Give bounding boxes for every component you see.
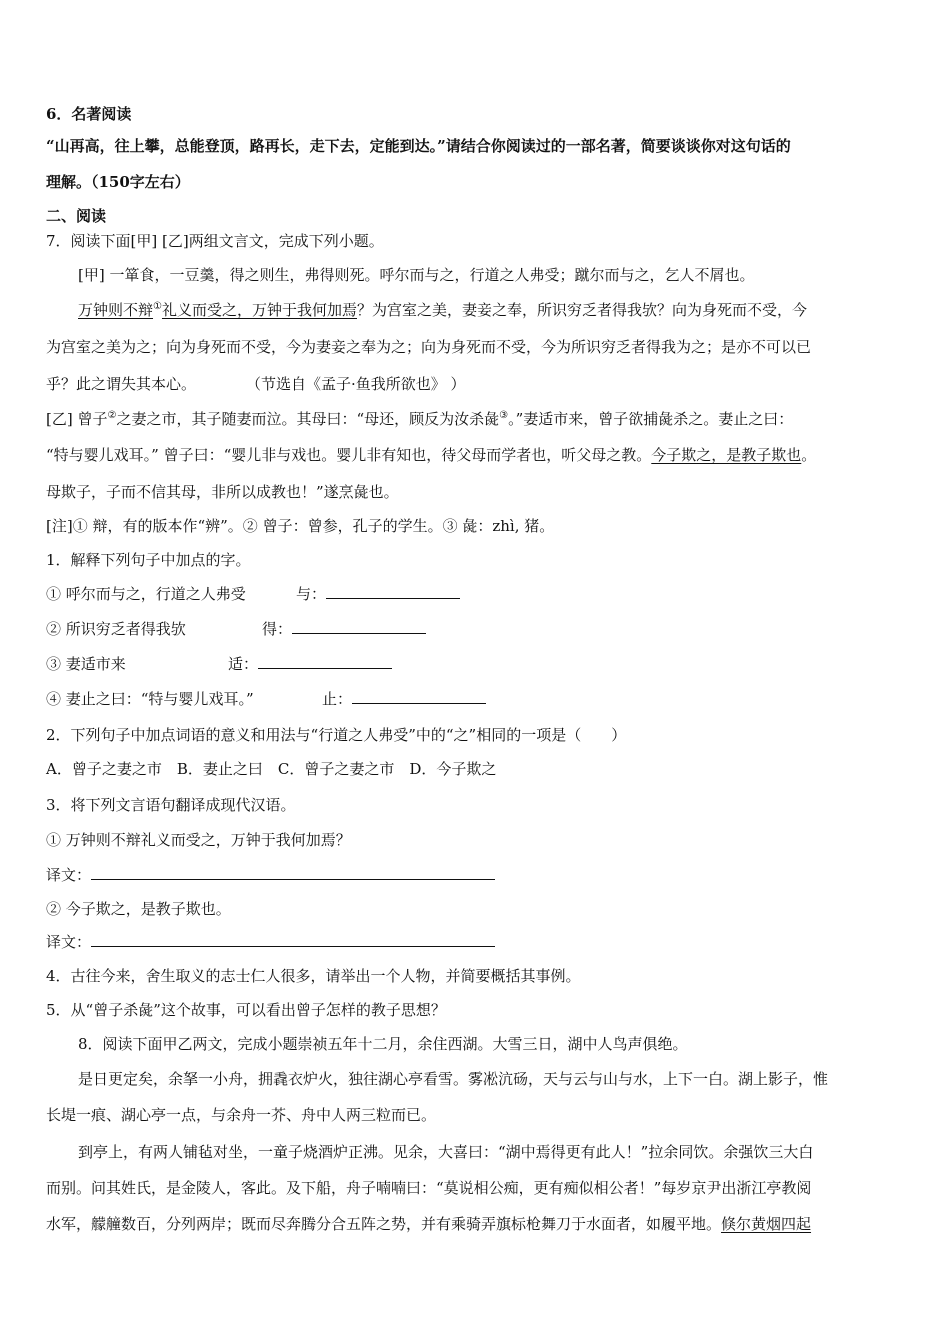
jia-line2-rest: ？为宫室之美，妻妾之奉，所识穷乏者得我欤？向为身死而不受，今 [357, 301, 808, 319]
sub3-answer-1 [46, 865, 906, 885]
q7-notes: [注]① 辩，有的版本作“辨”。② 曾子：曾参，孔子的学生。③ 彘：zhì, 猪。 [46, 517, 555, 535]
footnote-mark-1: ① [153, 301, 162, 312]
yi-line2-end: 。 [801, 446, 817, 464]
sub1-item-label: 与： [296, 585, 327, 603]
footnote-mark-2: ② [107, 410, 117, 421]
sub3-item-1: ① 万钟则不辩礼义而受之，万钟于我何加焉？ [46, 831, 351, 849]
answer-blank[interactable] [352, 689, 486, 704]
q6-prompt-line2: 理解。（150字左右） [46, 173, 190, 191]
jia-source: （节选自《孟子·鱼我所欲也》 ） [246, 375, 466, 393]
q6-heading: 6．名著阅读 [46, 105, 132, 123]
answer-line[interactable] [91, 865, 495, 880]
sub4: 4．古往今来，舍生取义的志士仁人很多，请举出一个人物，并简要概括其事例。 [46, 967, 581, 985]
q7-jia-line1: [甲] 一箪食，一豆羹，得之则生，弗得则死。呼尔而与之，行道之人弗受；蹴尔而与之，乞人不屑也。 [78, 266, 755, 284]
q8-p2-line3 [46, 1214, 906, 1234]
sub5: 5．从“曾子杀彘”这个故事，可以看出曾子怎样的教子思想？ [46, 1001, 446, 1019]
answer-label: 译文： [46, 933, 92, 951]
sub1-item-label: 适： [228, 655, 259, 673]
sub1-item-text: ② 所识穷乏者得我欤 [46, 620, 186, 638]
yi-line2-a: “特与婴儿戏耳。” 曾子曰：“婴儿非与戏也。婴儿非有知也，待父母而学者也，听父母之教。 [46, 446, 652, 464]
q7-jia-line4 [46, 374, 906, 394]
sub1-item-label: 得： [262, 620, 293, 638]
answer-blank[interactable] [292, 619, 426, 634]
q8-intro: 8．阅读下面甲乙两文，完成小题崇祯五年十二月，余住西湖。大雪三日，湖中人鸟声俱绝。 [78, 1035, 688, 1053]
q8-p2-line2: 而别。问其姓氏，是金陵人，客此。及下船，舟子喃喃曰：“莫说相公痴，更有痴似相公者！”每岁京尹出浙江亭教阅 [46, 1179, 812, 1197]
sub1-item-text: ④ 妻止之曰：“特与婴儿戏耳。” [46, 690, 254, 708]
sub1-item-3 [46, 654, 906, 674]
q7-yi-line1 [46, 409, 906, 429]
jia-underlined-b: 礼义而受之，万钟于我何加焉 [161, 301, 357, 319]
answer-blank[interactable] [326, 584, 460, 599]
q7-jia-line3: 为宫室之美为之；向为身死而不受，今为妻妾之奉为之；向为身死而不受，今为所识穷乏者得我为之；是亦不可以已 [46, 338, 812, 356]
yi-line1-b: 之妻之市，其子随妻而泣。其母曰：“母还，顾反为汝杀彘 [116, 410, 500, 428]
sub1-item-label: 止： [322, 690, 353, 708]
sub3-title: 3．将下列文言语句翻译成现代汉语。 [46, 796, 296, 814]
section2-heading: 二、阅读 [46, 207, 107, 225]
q7-jia-line2 [78, 300, 938, 320]
sub3-answer-2 [46, 932, 906, 952]
yi-line1-a: [乙] 曾子 [46, 410, 108, 428]
sub2-title: 2．下列句子中加点词语的意义和用法与“行道之人弗受”中的“之”相同的一项是（ ） [46, 726, 627, 744]
sub2-options: A．曾子之妻之市 B．妻止之曰 C．曾子之妻之市 D．今子欺之 [46, 760, 497, 778]
jia-underlined-a: 万钟则不辩 [78, 301, 154, 319]
answer-line[interactable] [91, 932, 495, 947]
yi-underlined: 今子欺之，是教子欺也 [651, 446, 802, 464]
q8-p2-line1: 到亭上，有两人铺毡对坐，一童子烧酒炉正沸。见余，大喜曰：“湖中焉得更有此人！”拉余同饮。余强饮三大白 [78, 1143, 814, 1161]
q8-underlined: 倏尔黄烟四起 [721, 1215, 812, 1233]
q7-intro: 7．阅读下面[甲] [乙]两组文言文，完成下列小题。 [46, 232, 384, 250]
q7-yi-line2 [46, 445, 906, 465]
sub1-item-1 [46, 584, 906, 604]
sub1-item-2 [46, 619, 906, 639]
answer-blank[interactable] [258, 654, 392, 669]
footnote-mark-3: ③ [499, 410, 509, 421]
q8-p2-line3-a: 水军，艨艟数百，分列两岸；既而尽奔腾分合五阵之势，并有乘骑弄旗标枪舞刀于水面者，如履平地。 [46, 1215, 722, 1233]
sub3-item-2: ② 今子欺之，是教子欺也。 [46, 900, 231, 918]
q7-yi-line3: 母欺子，子而不信其母，非所以成教也！”遂烹彘也。 [46, 483, 399, 501]
yi-line1-c: 。”妻适市来，曾子欲捕彘杀之。妻止之曰： [508, 410, 794, 428]
q6-prompt-line1: “山再高，往上攀，总能登顶，路再长，走下去，定能到达。”请结合你阅读过的一部名著，简要谈谈你对这句话的 [46, 137, 791, 155]
sub1-item-text: ① 呼尔而与之，行道之人弗受 [46, 585, 246, 603]
answer-label: 译文： [46, 866, 92, 884]
q8-p1-line1: 是日更定矣，余拏一小舟，拥毳衣炉火，独往湖心亭看雪。雾凇沆砀，天与云与山与水，上下一白。湖上影子，惟 [78, 1070, 829, 1088]
sub1-title: 1．解释下列句子中加点的字。 [46, 551, 251, 569]
sub1-item-4 [46, 689, 906, 709]
jia-line4-text: 乎？此之谓失其本心。 [46, 375, 197, 393]
q8-p1-line2: 长堤一痕、湖心亭一点，与余舟一芥、舟中人两三粒而已。 [46, 1106, 437, 1124]
sub1-item-text: ③ 妻适市来 [46, 655, 126, 673]
